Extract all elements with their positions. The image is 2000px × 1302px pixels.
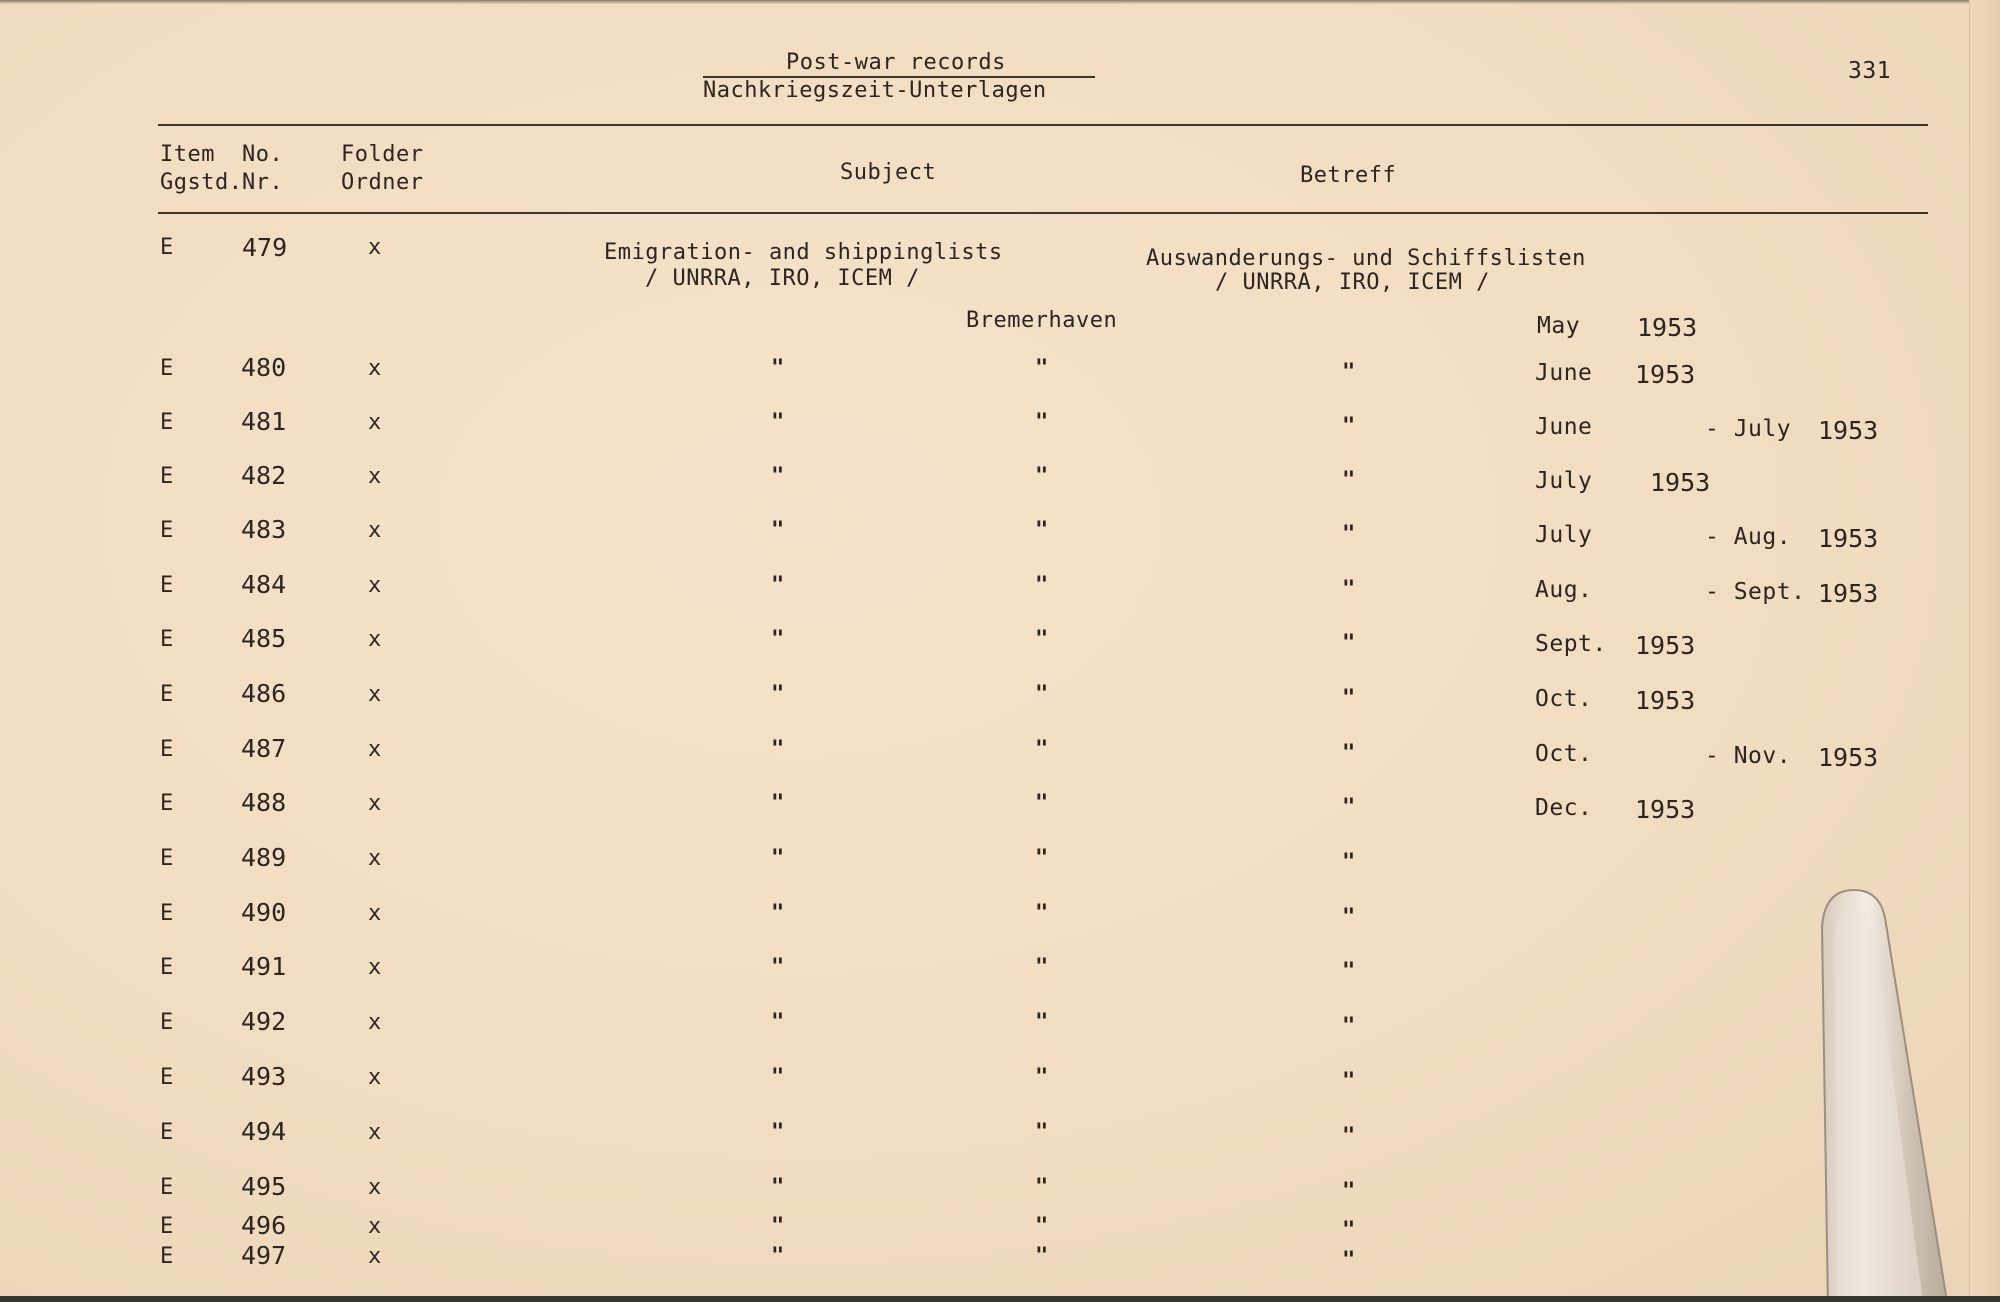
ditto-mark-betreff: ": [1342, 1248, 1356, 1273]
folder-mark: x: [368, 627, 382, 652]
date-from: Sept.: [1535, 631, 1607, 657]
ditto-mark-place: ": [1035, 1175, 1049, 1200]
ditto-mark-betreff: ": [1342, 1014, 1356, 1039]
item-code: E: [160, 737, 174, 762]
ditto-mark-place: ": [1035, 1214, 1049, 1239]
ditto-mark-betreff: ": [1342, 741, 1356, 766]
folder-mark: x: [368, 1010, 382, 1035]
page-clip: [1820, 888, 1950, 1302]
folder-mark: x: [368, 901, 382, 926]
folder-mark: x: [368, 1244, 382, 1269]
folder-mark: x: [368, 955, 382, 980]
ditto-mark-subject: ": [771, 1244, 785, 1269]
item-number: 496: [241, 1211, 287, 1240]
ditto-mark-place: ": [1035, 737, 1049, 762]
item-code: E: [160, 791, 174, 816]
betreff-text: Auswanderungs- und Schiffslisten: [1146, 246, 1586, 271]
ditto-mark-place: ": [1035, 410, 1049, 435]
item-number: 490: [241, 898, 287, 927]
betreff-orgs: / UNRRA, IRO, ICEM /: [1215, 270, 1490, 295]
date-from: June: [1535, 414, 1593, 440]
item-number: 489: [241, 843, 287, 872]
ditto-mark-subject: ": [771, 955, 785, 980]
date-to: - Nov.: [1705, 743, 1792, 769]
folder-mark: x: [368, 846, 382, 871]
subject-orgs: / UNRRA, IRO, ICEM /: [645, 266, 920, 291]
ditto-mark-betreff: ": [1342, 1124, 1356, 1149]
folder-mark: x: [368, 235, 382, 260]
date-from: June: [1535, 360, 1593, 386]
item-number: 479: [242, 233, 288, 262]
item-number: 495: [241, 1172, 287, 1201]
col-subject-label: Subject: [840, 160, 937, 185]
subject-text: Emigration- and shippinglists: [604, 240, 1003, 265]
ditto-mark-subject: ": [771, 627, 785, 652]
item-code: E: [160, 1120, 174, 1145]
ditto-mark-subject: ": [771, 1120, 785, 1145]
year-from: 1953: [1635, 686, 1696, 715]
folder-mark: x: [368, 737, 382, 762]
ditto-mark-subject: ": [771, 1214, 785, 1239]
ditto-mark-subject: ": [771, 737, 785, 762]
ditto-mark-betreff: ": [1342, 1218, 1356, 1243]
item-number: 485: [241, 624, 287, 653]
folder-mark: x: [368, 410, 382, 435]
item-code: E: [160, 410, 174, 435]
date-to: - Aug.: [1705, 524, 1792, 550]
ditto-mark-betreff: ": [1342, 360, 1356, 385]
item-number: 486: [241, 679, 287, 708]
ditto-mark-subject: ": [771, 791, 785, 816]
folder-mark: x: [368, 1065, 382, 1090]
ditto-mark-betreff: ": [1342, 686, 1356, 711]
folder-mark: x: [368, 1214, 382, 1239]
item-number: 487: [241, 734, 287, 763]
ditto-mark-subject: ": [771, 901, 785, 926]
ditto-mark-betreff: ": [1342, 795, 1356, 820]
item-code: E: [160, 1010, 174, 1035]
item-number: 483: [241, 515, 287, 544]
ditto-mark-place: ": [1035, 682, 1049, 707]
col-no-label: No.: [242, 142, 284, 167]
date-from: July: [1535, 522, 1593, 548]
ditto-mark-betreff: ": [1342, 905, 1356, 930]
col-no-label-de: Nr.: [242, 170, 284, 195]
year-from: 1953: [1635, 631, 1696, 660]
date-from: Oct.: [1535, 741, 1593, 767]
item-code: E: [160, 518, 174, 543]
item-code: E: [160, 235, 174, 260]
year-from: 1953: [1650, 468, 1711, 497]
folder-mark: x: [368, 791, 382, 816]
ditto-mark-betreff: ": [1342, 959, 1356, 984]
ditto-mark-betreff: ": [1342, 522, 1356, 547]
item-number: 481: [241, 407, 287, 436]
ditto-mark-place: ": [1035, 901, 1049, 926]
title-english: Post-war records: [786, 50, 1006, 75]
year-from: 1953: [1637, 313, 1698, 342]
year-to: 1953: [1818, 579, 1879, 608]
ditto-mark-place: ": [1035, 1065, 1049, 1090]
date-from: Dec.: [1535, 795, 1593, 821]
year-to: 1953: [1818, 416, 1879, 445]
ditto-mark-place: ": [1035, 1244, 1049, 1269]
ditto-mark-subject: ": [771, 410, 785, 435]
page-right-edge: [1969, 0, 2000, 1302]
folder-mark: x: [368, 356, 382, 381]
year-from: 1953: [1635, 795, 1696, 824]
item-code: E: [160, 573, 174, 598]
item-number: 488: [241, 788, 287, 817]
ditto-mark-place: ": [1035, 791, 1049, 816]
ditto-mark-place: ": [1035, 464, 1049, 489]
ditto-mark-subject: ": [771, 846, 785, 871]
ditto-mark-betreff: ": [1342, 631, 1356, 656]
ditto-mark-betreff: ": [1342, 1179, 1356, 1204]
item-number: 497: [241, 1241, 287, 1270]
title-german: Nachkriegszeit-Unterlagen: [703, 78, 1047, 103]
ditto-mark-betreff: ": [1342, 1069, 1356, 1094]
ditto-mark-place: ": [1035, 573, 1049, 598]
col-item-label-de: Ggstd.: [160, 170, 243, 195]
date-from: July: [1535, 468, 1593, 494]
ditto-mark-place: ": [1035, 955, 1049, 980]
ditto-mark-betreff: ": [1342, 414, 1356, 439]
folder-mark: x: [368, 1120, 382, 1145]
date-to: - July: [1705, 416, 1792, 442]
item-code: E: [160, 1214, 174, 1239]
item-code: E: [160, 1175, 174, 1200]
header-top-rule: [158, 124, 1928, 126]
page-top-edge: [0, 0, 2000, 4]
date-from: Aug.: [1535, 577, 1593, 603]
item-code: E: [160, 356, 174, 381]
col-betreff-label: Betreff: [1300, 163, 1397, 188]
col-item-label: Item: [160, 142, 215, 167]
item-code: E: [160, 1244, 174, 1269]
ditto-mark-place: ": [1035, 1120, 1049, 1145]
date-from: May: [1537, 313, 1581, 339]
folder-mark: x: [368, 682, 382, 707]
page-bottom-edge: [0, 1296, 2000, 1302]
ditto-mark-place: ": [1035, 518, 1049, 543]
item-code: E: [160, 846, 174, 871]
ditto-mark-place: ": [1035, 846, 1049, 871]
ditto-mark-subject: ": [771, 1010, 785, 1035]
page-number: 331: [1848, 58, 1892, 84]
col-folder-label-de: Ordner: [341, 170, 424, 195]
ditto-mark-betreff: ": [1342, 468, 1356, 493]
ditto-mark-betreff: ": [1342, 850, 1356, 875]
ditto-mark-subject: ": [771, 1065, 785, 1090]
col-folder-label: Folder: [341, 142, 424, 167]
item-number: 494: [241, 1117, 287, 1146]
item-number: 482: [241, 461, 287, 490]
ditto-mark-betreff: ": [1342, 577, 1356, 602]
ditto-mark-place: ": [1035, 1010, 1049, 1035]
item-code: E: [160, 627, 174, 652]
item-number: 493: [241, 1062, 287, 1091]
item-code: E: [160, 682, 174, 707]
ditto-mark-subject: ": [771, 1175, 785, 1200]
folder-mark: x: [368, 518, 382, 543]
item-number: 492: [241, 1007, 287, 1036]
date-to: - Sept.: [1705, 579, 1806, 605]
header-bottom-rule: [158, 212, 1928, 214]
folder-mark: x: [368, 573, 382, 598]
item-code: E: [160, 1065, 174, 1090]
year-to: 1953: [1818, 743, 1879, 772]
item-number: 480: [241, 353, 287, 382]
ditto-mark-subject: ": [771, 682, 785, 707]
ditto-mark-place: ": [1035, 356, 1049, 381]
ditto-mark-subject: ": [771, 518, 785, 543]
item-number: 491: [241, 952, 287, 981]
item-code: E: [160, 955, 174, 980]
year-to: 1953: [1818, 524, 1879, 553]
date-from: Oct.: [1535, 686, 1593, 712]
folder-mark: x: [368, 464, 382, 489]
ditto-mark-subject: ": [771, 573, 785, 598]
ditto-mark-subject: ": [771, 356, 785, 381]
ditto-mark-subject: ": [771, 464, 785, 489]
place-name: Bremerhaven: [966, 308, 1118, 333]
item-number: 484: [241, 570, 287, 599]
item-code: E: [160, 464, 174, 489]
item-code: E: [160, 901, 174, 926]
ditto-mark-place: ": [1035, 627, 1049, 652]
folder-mark: x: [368, 1175, 382, 1200]
year-from: 1953: [1635, 360, 1696, 389]
